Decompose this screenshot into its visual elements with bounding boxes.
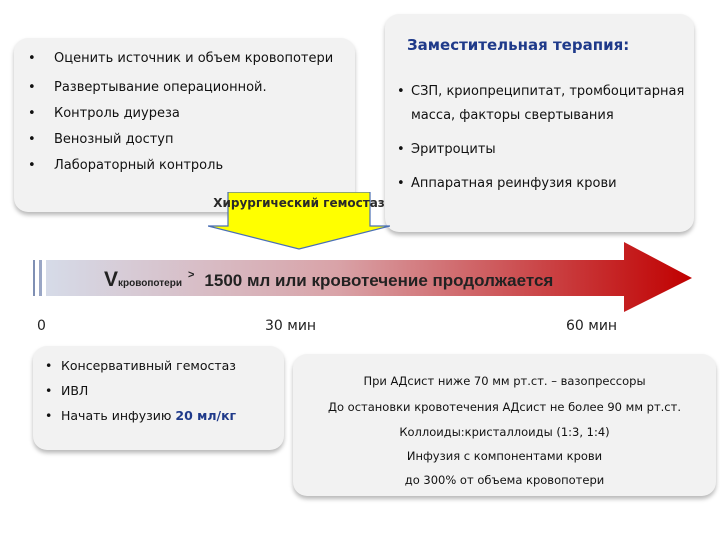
replacement-therapy-list — [397, 80, 687, 206]
list-item — [45, 408, 281, 424]
list-item: • Развертывание операционной. — [28, 79, 344, 96]
initial-steps-list — [28, 50, 344, 183]
list-item: • Венозный доступ — [28, 131, 344, 148]
card-line: Коллоиды:кристаллоиды (1:3, 1:4) — [399, 425, 610, 439]
card-line: До остановки кровотечения АДсист не более 90 мм рт.ст. — [328, 400, 681, 414]
infusion-rate: 20 мл/кг — [175, 408, 237, 423]
callout-text: Хирургический гемостаз — [213, 196, 385, 210]
list-item: • Контроль диуреза — [28, 105, 344, 122]
list-item: • Оценить источник и объем кровопотери — [28, 50, 344, 67]
card-line: до 300% от объема кровопотери — [404, 473, 605, 487]
card-line: Инфузия с компонентами крови — [406, 449, 603, 463]
volume-symbol: V — [104, 268, 119, 291]
arrow-tail-stripe — [39, 260, 42, 296]
replacement-therapy-card — [385, 14, 694, 232]
conservative-list — [45, 358, 281, 433]
tick-label-30: 30 мин — [265, 318, 317, 334]
arrow-tail-stripe — [33, 260, 35, 296]
list-item: • СЗП, криопреципитат, тромбоцитарная масса, факторы свертывания — [397, 80, 687, 128]
volume-subscript: кровопотери — [118, 278, 182, 289]
list-item: • ИВЛ — [45, 383, 281, 399]
greater-than-symbol: > — [187, 269, 195, 281]
conservative-hemostasis-card — [33, 346, 284, 450]
tick-label-0: 0 — [37, 318, 46, 334]
infusion-label: Начать инфузию — [61, 408, 172, 423]
list-item: • Консервативный гемостаз — [45, 358, 281, 374]
initial-steps-card — [14, 38, 355, 212]
tick-label-60: 60 мин — [566, 318, 618, 334]
vasopressor-infusion-card — [293, 354, 716, 496]
condition-text: 1500 мл или кровотечение продолжается — [204, 271, 554, 290]
card-line: При АДсист ниже 70 мм рт.ст. – вазопрессоры — [363, 374, 646, 388]
list-item: • Эритроциты — [397, 138, 687, 162]
list-item: • Аппаратная реинфузия крови — [397, 172, 687, 196]
list-item: • Лабораторный контроль — [28, 157, 344, 174]
timeline-condition-label — [104, 268, 553, 292]
replacement-therapy-title: Заместительная терапия: — [407, 36, 630, 54]
